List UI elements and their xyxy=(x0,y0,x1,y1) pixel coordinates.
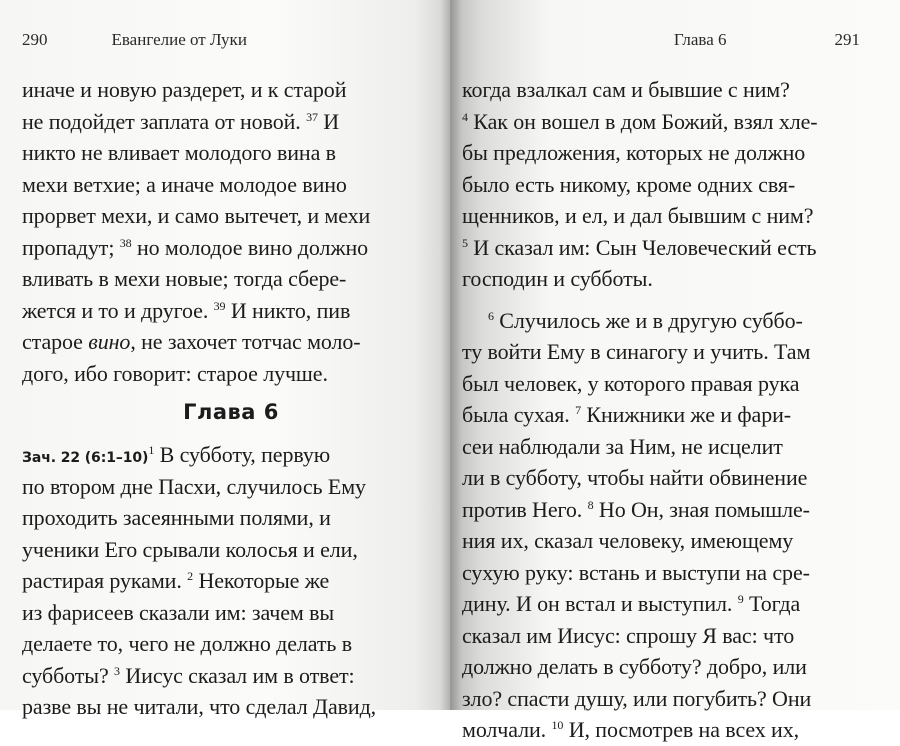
left-page-header xyxy=(22,30,440,60)
text-segment: зло? спасти душу, или погубить? Они xyxy=(462,685,812,711)
text-line xyxy=(462,462,860,494)
text-segment: иначе и новую раздерет, и к старой xyxy=(22,77,347,102)
text-segment: Некоторые же xyxy=(193,568,330,593)
text-segment: ту войти Ему в синагогу и учить. Там xyxy=(462,339,811,364)
text-line xyxy=(462,106,860,138)
text-segment: дого, ибо говорит: старое лучше. xyxy=(22,360,328,386)
text-line xyxy=(462,368,860,400)
text-line xyxy=(22,169,440,201)
left-text-block-top xyxy=(22,74,440,389)
text-segment: было есть никому, кроме одних свя- xyxy=(462,171,796,197)
verse-number: 5 xyxy=(462,235,468,250)
text-segment: прорвет мехи, и само вытечет, и мехи xyxy=(22,203,371,228)
left-page-text xyxy=(22,74,440,723)
text-segment: субботы? xyxy=(22,662,115,688)
zachalo-label: Зач. 22 (6:1–10) xyxy=(22,450,149,466)
text-segment: И, посмотрев на всех их, xyxy=(563,717,800,742)
text-line xyxy=(22,106,440,138)
text-line xyxy=(22,502,440,534)
text-line xyxy=(22,232,440,264)
text-segment: Иисус сказал им в ответ: xyxy=(119,662,355,688)
right-page-header xyxy=(462,30,860,60)
text-segment: ученики Его срывали колосья и ели, xyxy=(22,536,358,562)
text-segment: сеи наблюдали за Ним, не исцелит xyxy=(462,433,783,459)
text-segment: жется и то и другое. xyxy=(22,297,214,323)
text-line xyxy=(462,431,860,463)
italic-word: вино xyxy=(88,329,131,354)
text-segment: В субботу, первую xyxy=(154,442,331,467)
zachalo-line xyxy=(22,439,440,471)
text-line xyxy=(462,651,860,683)
text-segment: И никто, пив xyxy=(225,297,351,323)
text-line xyxy=(22,471,440,503)
text-line xyxy=(22,565,440,597)
text-segment: сухую руку: встань и выступи на сре- xyxy=(462,559,810,585)
chapter-title: Глава 6 xyxy=(183,400,279,424)
text-line xyxy=(22,74,440,106)
left-text-block-bottom xyxy=(22,471,440,723)
verse-number: 39 xyxy=(213,298,226,313)
text-line xyxy=(462,588,860,620)
text-line xyxy=(22,295,440,327)
text-segment: когда взалкал сам и бывшие с ним? xyxy=(462,77,790,102)
text-segment: был человек, у которого правая рука xyxy=(462,370,800,396)
verse-number: 4 xyxy=(462,109,468,124)
verse-number: 2 xyxy=(187,569,194,583)
text-line xyxy=(462,494,860,526)
text-segment: сказал им Иисус: спрошу Я вас: что xyxy=(462,622,795,648)
right-page-number: 291 xyxy=(834,30,860,49)
text-line xyxy=(462,620,860,652)
verse-number: 6 xyxy=(488,308,494,323)
verse-number: 7 xyxy=(575,403,581,417)
text-segment: была сухая. xyxy=(462,402,576,427)
text-segment: бы предложения, которых не должно xyxy=(462,140,806,165)
text-segment: вливать в мехи новые; тогда сбере- xyxy=(22,266,347,291)
text-line xyxy=(462,74,860,106)
text-segment: старое xyxy=(22,329,89,354)
text-segment: Случилось же и в другую суббо- xyxy=(493,307,803,333)
text-segment: но молодое вино должно xyxy=(131,234,369,260)
text-line xyxy=(462,399,860,431)
text-segment: ли в субботу, чтобы найти обвинение xyxy=(462,465,808,490)
text-segment: должно делать в субботу? добро, или xyxy=(462,654,807,679)
left-running-title: Евангелие от Луки xyxy=(111,30,247,49)
text-segment: не подойдет заплата от новой. xyxy=(22,108,307,134)
text-line xyxy=(462,336,860,368)
verse-number: 37 xyxy=(306,109,318,124)
text-line xyxy=(22,263,440,295)
text-line xyxy=(462,557,860,589)
text-segment: делаете то, чего не должно делать в xyxy=(22,631,353,656)
text-line xyxy=(22,597,440,629)
text-segment: по втором дне Пасхи, случилось Ему xyxy=(22,473,366,499)
text-segment: проходить засеянными полями, и xyxy=(22,505,331,530)
text-segment: молчали. xyxy=(462,717,552,742)
text-line xyxy=(22,628,440,660)
verse-number: 10 xyxy=(551,718,564,732)
verse-number: 3 xyxy=(114,663,120,678)
text-line xyxy=(22,200,440,232)
text-segment: господин и субботы. xyxy=(462,266,653,291)
text-segment: мехи ветхие; а иначе молодое вино xyxy=(22,171,347,197)
text-line xyxy=(22,326,440,358)
text-line xyxy=(22,534,440,566)
text-line xyxy=(462,295,860,305)
text-line xyxy=(22,660,440,692)
right-page xyxy=(450,0,900,742)
text-segment: растирая руками. xyxy=(22,568,188,593)
text-line xyxy=(462,137,860,169)
text-segment: И xyxy=(317,108,340,134)
text-line xyxy=(462,169,860,201)
text-line xyxy=(462,525,860,557)
verse-number: 9 xyxy=(737,592,744,606)
verse-number: 8 xyxy=(587,497,594,512)
left-page-number: 290 xyxy=(22,30,48,49)
text-segment: , не захочет тотчас моло- xyxy=(130,329,361,354)
text-segment: Тогда xyxy=(743,591,801,616)
text-segment: пропадут; xyxy=(22,234,120,260)
text-segment: против Него. xyxy=(462,496,588,522)
text-segment: Как он вошел в дом Божий, взял хле- xyxy=(467,108,818,134)
right-page-text xyxy=(462,74,860,746)
text-line xyxy=(462,232,860,264)
left-page xyxy=(0,0,450,719)
right-text-block xyxy=(462,74,860,746)
text-line xyxy=(22,137,440,169)
text-line xyxy=(462,683,860,715)
verse-number: 1 xyxy=(148,443,155,457)
text-segment: Но Он, зная помышле- xyxy=(593,496,810,522)
text-line xyxy=(22,358,440,390)
text-line xyxy=(22,691,440,723)
text-line xyxy=(462,305,860,337)
text-segment: из фарисеев сказали им: зачем вы xyxy=(22,599,335,625)
text-segment: никто не вливает молодого вина в xyxy=(22,140,336,165)
text-line xyxy=(462,714,860,746)
text-line xyxy=(462,263,860,295)
text-segment: ния их, сказал человеку, имеющему xyxy=(462,528,794,553)
text-line xyxy=(462,200,860,232)
text-segment: разве вы не читали, что сделал Давид, xyxy=(22,694,377,719)
text-segment: И сказал им: Сын Человеческий есть xyxy=(467,234,817,260)
text-segment: щенников, и ел, и дал бывшим с ним? xyxy=(462,203,814,228)
right-running-title: Глава 6 xyxy=(673,30,727,49)
text-segment: дину. И он встал и выступил. xyxy=(462,591,738,616)
verse-number: 38 xyxy=(119,235,132,250)
text-segment: Книжники же и фари- xyxy=(581,402,791,427)
